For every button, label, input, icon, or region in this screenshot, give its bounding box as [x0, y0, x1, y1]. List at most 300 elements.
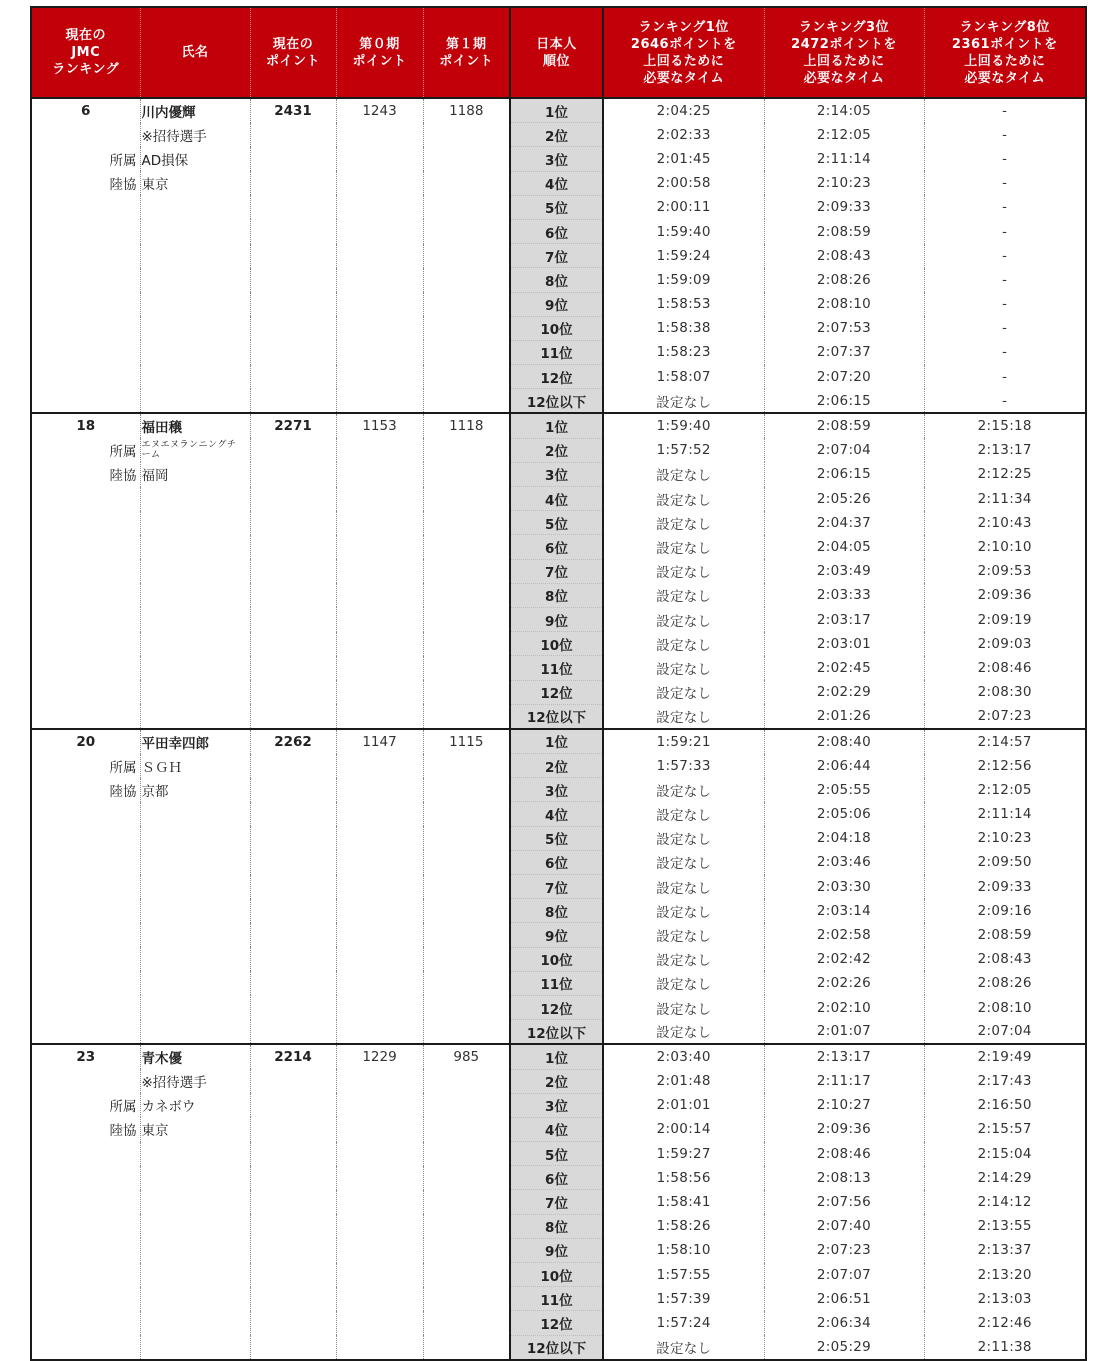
- japanese-rank: 2位: [510, 1069, 603, 1093]
- table-row: [31, 511, 1086, 535]
- time-target-rank1: 設定なし: [603, 1335, 764, 1360]
- period0-points: [336, 850, 423, 874]
- time-target-rank8: 2:09:16: [924, 899, 1086, 923]
- japanese-rank: 7位: [510, 875, 603, 899]
- table-row: [31, 754, 1086, 778]
- time-target-rank1: 1:58:56: [603, 1166, 764, 1190]
- period1-points: [423, 389, 510, 414]
- current-points: [250, 971, 336, 995]
- period1-points: [423, 995, 510, 1019]
- time-target-rank3: 2:02:45: [764, 656, 924, 680]
- period1-points: [423, 1263, 510, 1287]
- current-points: [250, 947, 336, 971]
- table-row: [31, 899, 1086, 923]
- japanese-rank: 7位: [510, 559, 603, 583]
- athlete-name-cell: [140, 511, 250, 535]
- jmc-rank-cell: [31, 511, 140, 535]
- athlete-name-cell: [140, 995, 250, 1019]
- period1-points: [423, 850, 510, 874]
- time-target-rank1: 設定なし: [603, 875, 764, 899]
- time-target-rank3: 2:03:30: [764, 875, 924, 899]
- current-points: [250, 1263, 336, 1287]
- period0-points: [336, 219, 423, 243]
- current-points: [250, 754, 336, 778]
- time-target-rank3: 2:03:46: [764, 850, 924, 874]
- athlete-name-cell: [140, 1311, 250, 1335]
- japanese-rank: 8位: [510, 583, 603, 607]
- japanese-rank: 10位: [510, 947, 603, 971]
- japanese-rank: 12位: [510, 680, 603, 704]
- time-target-rank3: 2:07:53: [764, 316, 924, 340]
- japanese-rank: 3位: [510, 462, 603, 486]
- period0-points: [336, 971, 423, 995]
- athlete-name-cell: [140, 802, 250, 826]
- jmc-rank-cell: [31, 971, 140, 995]
- time-target-rank8: 2:09:03: [924, 632, 1086, 656]
- time-target-rank3: 2:06:15: [764, 389, 924, 414]
- time-target-rank8: 2:11:38: [924, 1335, 1086, 1360]
- affiliation-label: 所属: [109, 1099, 137, 1116]
- athlete-name: 福田穣: [141, 420, 182, 437]
- time-target-rank1: 2:01:45: [603, 147, 764, 171]
- period1-points: [423, 268, 510, 292]
- athlete-name-cell: [109, 1093, 250, 1117]
- athlete-name-cell: [140, 559, 250, 583]
- table-row: [31, 1263, 1086, 1287]
- period0-points: [336, 1238, 423, 1262]
- time-target-rank8: 2:09:19: [924, 607, 1086, 631]
- time-target-rank1: 設定なし: [603, 487, 764, 511]
- athlete-name-cell: [140, 704, 250, 729]
- time-target-rank1: 1:58:23: [603, 340, 764, 364]
- time-target-rank3: 2:11:14: [764, 147, 924, 171]
- athlete-name: 川内優輝: [141, 104, 196, 121]
- time-target-rank3: 2:08:59: [764, 219, 924, 243]
- period0-points: [336, 365, 423, 389]
- time-target-rank1: 2:00:11: [603, 195, 764, 219]
- table-row: [31, 995, 1086, 1019]
- time-target-rank1: 1:57:52: [603, 438, 764, 462]
- japanese-rank: 6位: [510, 535, 603, 559]
- athlete-name-cell: [140, 1020, 250, 1045]
- time-target-rank8: 2:08:26: [924, 971, 1086, 995]
- table-row: [31, 365, 1086, 389]
- current-points: 2431: [250, 98, 336, 123]
- jmc-rank-cell: [31, 1335, 140, 1360]
- federation-value: 京都: [141, 783, 169, 800]
- time-target-rank1: 1:57:55: [603, 1263, 764, 1287]
- time-target-rank1: 設定なし: [603, 923, 764, 947]
- period0-points: [336, 899, 423, 923]
- table-row: [31, 1238, 1086, 1262]
- period0-points: [336, 875, 423, 899]
- athlete-name-cell: [109, 778, 250, 802]
- time-target-rank8: 2:12:46: [924, 1311, 1086, 1335]
- time-target-rank3: 2:11:17: [764, 1069, 924, 1093]
- period0-points: [336, 826, 423, 850]
- period1-points: [423, 1311, 510, 1335]
- table-row: [31, 778, 1086, 802]
- jmc-rank-cell: [31, 1263, 140, 1287]
- period0-points: [336, 244, 423, 268]
- period0-points: [336, 1166, 423, 1190]
- table-row: [31, 971, 1086, 995]
- time-target-rank3: 2:06:51: [764, 1287, 924, 1311]
- current-points: [250, 316, 336, 340]
- japanese-rank: 2位: [510, 438, 603, 462]
- time-target-rank8: 2:08:46: [924, 656, 1086, 680]
- time-target-rank1: 設定なし: [603, 947, 764, 971]
- time-target-rank3: 2:08:46: [764, 1142, 924, 1166]
- time-target-rank3: 2:03:49: [764, 559, 924, 583]
- athlete-name-cell: [140, 826, 250, 850]
- period0-points: [336, 754, 423, 778]
- time-target-rank1: 設定なし: [603, 680, 764, 704]
- table-row: [31, 316, 1086, 340]
- time-target-rank1: 2:01:48: [603, 1069, 764, 1093]
- jmc-rank-cell: [31, 123, 140, 147]
- time-target-rank3: 2:02:42: [764, 947, 924, 971]
- time-target-rank3: 2:06:34: [764, 1311, 924, 1335]
- japanese-rank: 7位: [510, 244, 603, 268]
- table-row: [31, 850, 1086, 874]
- time-target-rank3: 2:02:29: [764, 680, 924, 704]
- current-points: [250, 778, 336, 802]
- athlete-name-cell: [140, 292, 250, 316]
- time-target-rank1: 設定なし: [603, 802, 764, 826]
- time-target-rank8: 2:19:49: [924, 1044, 1086, 1069]
- time-target-rank3: 2:08:13: [764, 1166, 924, 1190]
- athlete-name: 平田幸四郎: [141, 735, 209, 752]
- table-row: [31, 559, 1086, 583]
- current-points: [250, 438, 336, 462]
- current-points: [250, 535, 336, 559]
- period1-points: 985: [423, 1044, 510, 1069]
- current-points: [250, 1335, 336, 1360]
- time-target-rank8: 2:15:04: [924, 1142, 1086, 1166]
- athlete-name-cell: [140, 656, 250, 680]
- jmc-rank-cell: [31, 244, 140, 268]
- athlete-name-cell: [109, 171, 250, 195]
- time-target-rank1: 1:59:21: [603, 729, 764, 754]
- athlete-name-cell: [109, 1117, 250, 1141]
- period0-points: [336, 438, 423, 462]
- jmc-rank: 23: [76, 1049, 96, 1066]
- table-row: [31, 704, 1086, 729]
- jmc-rank-cell: [31, 195, 140, 219]
- federation-value: 東京: [141, 1123, 169, 1140]
- table-row: [31, 1287, 1086, 1311]
- time-target-rank8: 2:07:04: [924, 1020, 1086, 1045]
- current-points: [250, 850, 336, 874]
- current-points: [250, 899, 336, 923]
- current-points: [250, 171, 336, 195]
- affiliation-label: 所属: [109, 759, 137, 776]
- table-row: [31, 923, 1086, 947]
- period0-points: [336, 511, 423, 535]
- current-points: [250, 147, 336, 171]
- time-target-rank1: 2:01:01: [603, 1093, 764, 1117]
- period1-points: [423, 1142, 510, 1166]
- table-row: [31, 340, 1086, 364]
- jmc-rank-cell: [31, 1287, 140, 1311]
- period0-points: [336, 1093, 423, 1117]
- period1-points: [423, 680, 510, 704]
- athlete-name-cell: [140, 947, 250, 971]
- jmc-rank-cell: [31, 947, 140, 971]
- period0-points: [336, 947, 423, 971]
- time-target-rank1: 設定なし: [603, 559, 764, 583]
- time-target-rank1: 設定なし: [603, 462, 764, 486]
- period1-points: [423, 1190, 510, 1214]
- current-points: [250, 1287, 336, 1311]
- athlete-name-cell: [140, 923, 250, 947]
- period1-points: [423, 365, 510, 389]
- period0-points: [336, 487, 423, 511]
- period1-points: [423, 1287, 510, 1311]
- current-points: [250, 656, 336, 680]
- period0-points: [336, 1263, 423, 1287]
- time-target-rank1: 1:59:40: [603, 219, 764, 243]
- period1-points: [423, 438, 510, 462]
- period1-points: [423, 511, 510, 535]
- jmc-rank-cell: [31, 365, 140, 389]
- current-points: [250, 1117, 336, 1141]
- period0-points: [336, 778, 423, 802]
- federation-label: 陸協: [109, 783, 137, 800]
- period0-points: 1153: [336, 413, 423, 438]
- time-target-rank1: 1:59:40: [603, 413, 764, 438]
- current-points: [250, 583, 336, 607]
- time-target-rank1: 2:00:14: [603, 1117, 764, 1141]
- time-target-rank1: 設定なし: [603, 778, 764, 802]
- current-points: [250, 123, 336, 147]
- time-target-rank1: 1:58:07: [603, 365, 764, 389]
- time-target-rank8: -: [924, 219, 1086, 243]
- table-row: [31, 219, 1086, 243]
- current-points: [250, 487, 336, 511]
- period1-points: 1115: [423, 729, 510, 754]
- time-target-rank8: 2:11:14: [924, 802, 1086, 826]
- period0-points: [336, 680, 423, 704]
- time-target-rank1: 1:57:24: [603, 1311, 764, 1335]
- time-target-rank1: 設定なし: [603, 535, 764, 559]
- table-row: [31, 1166, 1086, 1190]
- affiliation-label: 所属: [109, 444, 137, 461]
- athlete-name-cell: [140, 1142, 250, 1166]
- time-target-rank1: 設定なし: [603, 995, 764, 1019]
- time-target-rank8: -: [924, 123, 1086, 147]
- period1-points: [423, 923, 510, 947]
- time-target-rank8: 2:13:55: [924, 1214, 1086, 1238]
- japanese-rank: 11位: [510, 1287, 603, 1311]
- period0-points: [336, 195, 423, 219]
- time-target-rank8: 2:10:43: [924, 511, 1086, 535]
- period0-points: [336, 923, 423, 947]
- time-target-rank8: 2:13:20: [924, 1263, 1086, 1287]
- time-target-rank3: 2:07:37: [764, 340, 924, 364]
- time-target-rank1: 設定なし: [603, 826, 764, 850]
- jmc-rank-cell: [31, 1142, 140, 1166]
- time-target-rank8: 2:09:33: [924, 875, 1086, 899]
- current-points: [250, 1142, 336, 1166]
- time-target-rank3: 2:03:33: [764, 583, 924, 607]
- header-period1-points: 第１期 ポイント: [423, 7, 510, 98]
- time-target-rank3: 2:13:17: [764, 1044, 924, 1069]
- athlete-name-cell: [140, 413, 250, 438]
- period1-points: [423, 826, 510, 850]
- time-target-rank3: 2:09:36: [764, 1117, 924, 1141]
- time-target-rank3: 2:04:37: [764, 511, 924, 535]
- time-target-rank8: 2:09:36: [924, 583, 1086, 607]
- current-points: [250, 365, 336, 389]
- time-target-rank8: 2:14:29: [924, 1166, 1086, 1190]
- athlete-name-cell: [140, 1190, 250, 1214]
- period0-points: [336, 607, 423, 631]
- period0-points: [336, 1190, 423, 1214]
- time-target-rank3: 2:10:27: [764, 1093, 924, 1117]
- current-points: [250, 995, 336, 1019]
- japanese-rank: 5位: [510, 1142, 603, 1166]
- period1-points: [423, 778, 510, 802]
- time-target-rank8: -: [924, 268, 1086, 292]
- current-points: [250, 826, 336, 850]
- period1-points: [423, 123, 510, 147]
- table-row: [31, 1117, 1086, 1141]
- athlete-name-cell: [140, 1069, 250, 1093]
- period0-points: [336, 535, 423, 559]
- time-target-rank8: -: [924, 340, 1086, 364]
- time-target-rank8: 2:07:23: [924, 704, 1086, 729]
- period0-points: [336, 656, 423, 680]
- federation-value: 東京: [141, 177, 169, 194]
- time-target-rank3: 2:07:23: [764, 1238, 924, 1262]
- period0-points: [336, 1117, 423, 1141]
- qualification-table: [30, 6, 1087, 1361]
- period0-points: [336, 1214, 423, 1238]
- time-target-rank3: 2:07:04: [764, 438, 924, 462]
- athlete-name-cell: [140, 1214, 250, 1238]
- jmc-rank-cell: [31, 583, 140, 607]
- current-points: [250, 1166, 336, 1190]
- jmc-rank-cell: [31, 413, 140, 438]
- federation-label: 陸協: [109, 1123, 137, 1140]
- time-target-rank8: 2:15:18: [924, 413, 1086, 438]
- affiliation-value: ＳＧＨ: [141, 759, 182, 776]
- time-target-rank1: 設定なし: [603, 899, 764, 923]
- current-points: [250, 923, 336, 947]
- period1-points: [423, 195, 510, 219]
- japanese-rank: 9位: [510, 292, 603, 316]
- period1-points: [423, 802, 510, 826]
- athlete-name-cell: [140, 1044, 250, 1069]
- jmc-rank-cell: [31, 923, 140, 947]
- current-points: [250, 1238, 336, 1262]
- athlete-name-cell: [140, 899, 250, 923]
- table-row: [31, 802, 1086, 826]
- period1-points: [423, 487, 510, 511]
- time-target-rank8: -: [924, 195, 1086, 219]
- time-target-rank1: 設定なし: [603, 511, 764, 535]
- jmc-rank-cell: [31, 292, 140, 316]
- current-points: [250, 559, 336, 583]
- time-target-rank8: 2:14:57: [924, 729, 1086, 754]
- time-target-rank8: -: [924, 171, 1086, 195]
- athlete-name-cell: [140, 875, 250, 899]
- athlete-name-cell: [140, 1238, 250, 1262]
- period1-points: [423, 656, 510, 680]
- athlete-name-cell: [140, 98, 250, 123]
- time-target-rank1: 1:58:38: [603, 316, 764, 340]
- athlete-name-cell: [140, 1335, 250, 1360]
- athlete-name-cell: [140, 1287, 250, 1311]
- period1-points: [423, 244, 510, 268]
- table-row: [31, 244, 1086, 268]
- current-points: [250, 632, 336, 656]
- athlete-name-cell: [109, 754, 250, 778]
- table-row: [31, 656, 1086, 680]
- jmc-rank-cell: [31, 1044, 140, 1069]
- current-points: [250, 802, 336, 826]
- period1-points: [423, 147, 510, 171]
- current-points: [250, 244, 336, 268]
- time-target-rank1: 設定なし: [603, 704, 764, 729]
- table-row: [31, 438, 1086, 462]
- period0-points: [336, 462, 423, 486]
- japanese-rank: 9位: [510, 1238, 603, 1262]
- time-target-rank1: 1:58:10: [603, 1238, 764, 1262]
- period0-points: [336, 995, 423, 1019]
- japanese-rank: 6位: [510, 1166, 603, 1190]
- time-target-rank1: 設定なし: [603, 389, 764, 414]
- jmc-rank-cell: [31, 487, 140, 511]
- period1-points: [423, 583, 510, 607]
- period1-points: [423, 971, 510, 995]
- time-target-rank3: 2:03:14: [764, 899, 924, 923]
- time-target-rank3: 2:09:33: [764, 195, 924, 219]
- athlete-name-cell: [109, 462, 250, 486]
- table-row: [31, 729, 1086, 754]
- table-row: [31, 147, 1086, 171]
- time-target-rank1: 設定なし: [603, 607, 764, 631]
- jmc-rank-cell: [31, 340, 140, 364]
- jmc-rank: 20: [76, 733, 96, 750]
- jmc-rank-cell: [31, 219, 140, 243]
- jmc-rank-cell: [31, 535, 140, 559]
- table-row: [31, 123, 1086, 147]
- table-row: [31, 875, 1086, 899]
- table-row: [31, 632, 1086, 656]
- time-target-rank1: 1:58:41: [603, 1190, 764, 1214]
- period1-points: [423, 947, 510, 971]
- time-target-rank3: 2:05:26: [764, 487, 924, 511]
- time-target-rank3: 2:05:29: [764, 1335, 924, 1360]
- period1-points: 1188: [423, 98, 510, 123]
- time-target-rank8: 2:13:03: [924, 1287, 1086, 1311]
- period0-points: [336, 316, 423, 340]
- current-points: 2214: [250, 1044, 336, 1069]
- japanese-rank: 12位: [510, 1311, 603, 1335]
- time-target-rank3: 2:02:10: [764, 995, 924, 1019]
- table-row: [31, 1020, 1086, 1045]
- table-row: [31, 607, 1086, 631]
- current-points: [250, 1214, 336, 1238]
- time-target-rank8: 2:13:17: [924, 438, 1086, 462]
- current-points: [250, 607, 336, 631]
- jmc-rank-cell: [31, 1020, 140, 1045]
- header-target-rank3: ランキング3位 2472ポイントを 上回るために 必要なタイム: [764, 7, 924, 98]
- header-target-rank8: ランキング8位 2361ポイントを 上回るために 必要なタイム: [924, 7, 1086, 98]
